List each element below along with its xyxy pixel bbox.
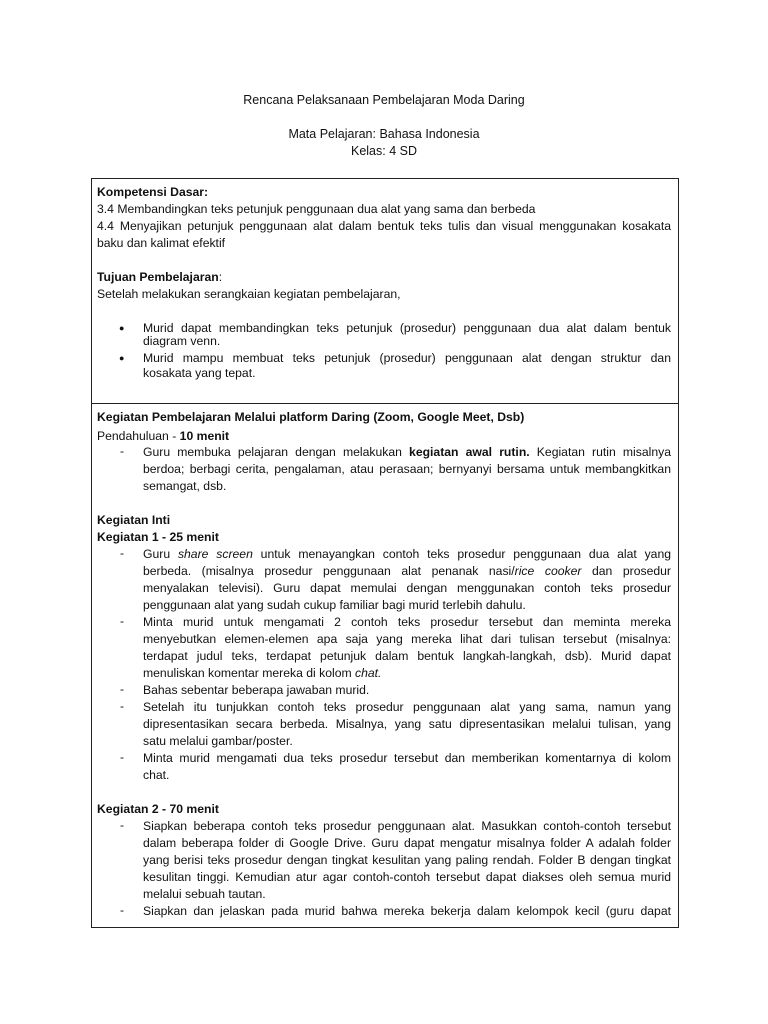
dash-marker: - <box>120 818 124 832</box>
k2-a-line-1: Siapkan beberapa contoh teks prosedur penggunaan alat. Masukkan contoh-contoh tersebut <box>143 819 671 833</box>
dash-marker: - <box>120 444 124 458</box>
k1-d-line-2: dipresentasikan secara berbeda. Misalnya, yang satu dipresentasikan melalui tulisan, yang <box>143 717 671 731</box>
k2-a-line-5: melalui sebuah tautan. <box>143 887 266 901</box>
tujuan-bullet-2-line-1: Murid mampu membuat teks petunjuk (prosedur) penggunaan alat dengan struktur dan <box>143 351 671 365</box>
text-segment: Guru membuka pelajaran dengan melakukan <box>143 445 410 459</box>
tujuan-bullet-1-line-2: diagram venn. <box>143 334 221 348</box>
k1-e-line-1: Minta murid mengamati dua teks prosedur tersebut dan memberikan komentarnya di kolom <box>143 751 671 765</box>
dash-marker: - <box>120 546 124 560</box>
k1-b-line-3: terdapat judul teks, terdapat petunjuk dalam bentuk langkah-langkah, dsb). Murid dapat <box>143 649 671 663</box>
bullet-icon: ● <box>119 323 125 333</box>
subject-line: Mata Pelajaran: Bahasa Indonesia <box>288 127 480 141</box>
text-segment: Guru <box>143 547 178 561</box>
kd-line-1: 3.4 Membandingkan teks petunjuk penggunaan dua alat yang sama dan berbeda <box>97 202 536 216</box>
text-italic-segment: rice cooker <box>514 564 582 578</box>
text-italic-segment: chat. <box>355 666 382 680</box>
document-title: Rencana Pelaksanaan Pembelajaran Moda Daring <box>243 93 525 107</box>
text-segment: Kegiatan rutin misalnya <box>529 445 671 459</box>
text-segment: berbeda. (misalnya prosedur penggunaan alat penanak nasi/ <box>143 564 515 578</box>
k1-d-line-1: Setelah itu tunjukkan contoh teks prosedur penggunaan alat yang sama, namun yang <box>143 700 671 714</box>
dash-marker: - <box>120 699 124 713</box>
k1-a-line-2 <box>143 563 671 580</box>
kd-line-2: 4.4 Menyajikan petunjuk penggunaan alat dalam bentuk teks tulis dan visual menggunakan kosakata <box>97 219 671 233</box>
k1-b-line-4 <box>143 665 381 682</box>
k1-a-line-1 <box>143 546 671 563</box>
activities-heading: Kegiatan Pembelajaran Melalui platform Daring (Zoom, Google Meet, Dsb) <box>97 410 525 424</box>
grade-line: Kelas: 4 SD <box>350 144 417 158</box>
k1-e-line-2: chat. <box>143 768 170 782</box>
tujuan-heading-row <box>97 269 222 286</box>
tujuan-bullet-1-line-1: Murid dapat membandingkan teks petunjuk (prosedur) penggunaan dua alat dalam bentuk <box>143 321 671 335</box>
k1-a-line-4: penggunaan alat yang sudah cukup familiar bagi murid terlebih dahulu. <box>143 598 526 612</box>
pendahuluan-time: 10 menit <box>179 429 230 443</box>
tujuan-bullet-2-line-2: kosakata yang tepat. <box>143 366 256 380</box>
k1-b-line-2: menyebutkan elemen-elemen apa saja yang mereka lihat dari tulisan tersebut (misalnya: <box>143 632 671 646</box>
kegiatan-1-heading: Kegiatan 1 - 25 menit <box>97 530 219 544</box>
tujuan-heading: Tujuan Pembelajaran <box>97 270 219 284</box>
pendahuluan-label: Pendahuluan - <box>97 429 180 443</box>
k1-a-line-3: menyalakan televisi). Guru dapat memulai dengan menggunakan contoh teks prosedur <box>143 581 671 595</box>
k2-a-line-4: kesulitan tinggi. Kemudian atur agar contoh-contoh tersebut dapat diakses oleh semua murid <box>143 870 671 884</box>
kegiatan-2-heading: Kegiatan 2 - 70 menit <box>97 802 219 816</box>
dash-marker: - <box>120 614 124 628</box>
k2-b-line-1: Siapkan dan jelaskan pada murid bahwa mereka bekerja dalam kelompok kecil (guru dapat <box>143 904 671 918</box>
k2-a-line-3: yang berisi teks prosedur dengan tingkat kesulitan yang paling rendah. Folder B dengan tingkat <box>143 853 671 867</box>
tujuan-colon: : <box>218 270 223 284</box>
pendahuluan-line-1 <box>143 444 671 461</box>
dash-marker: - <box>120 750 124 764</box>
text-segment: dan prosedur <box>581 564 671 578</box>
text-italic-segment: share screen <box>177 547 253 561</box>
kd-line-3: baku dan kalimat efektif <box>97 236 226 250</box>
pendahuluan-line-3: semangat, dsb. <box>143 479 227 493</box>
text-segment: menuliskan komentar mereka di kolom <box>143 666 356 680</box>
tujuan-intro: Setelah melakukan serangkaian kegiatan pembelajaran, <box>97 287 401 301</box>
k1-c-line-1: Bahas sebentar beberapa jawaban murid. <box>143 683 370 697</box>
k1-d-line-3: satu melalui gambar/poster. <box>143 734 293 748</box>
kd-heading: Kompetensi Dasar: <box>97 185 209 199</box>
inti-heading: Kegiatan Inti <box>97 513 171 527</box>
pendahuluan-row <box>97 428 229 445</box>
dash-marker: - <box>120 682 124 696</box>
k2-a-line-2: dalam beberapa folder di Google Drive. Guru dapat mengatur misalnya folder A adalah folder <box>143 836 671 850</box>
bullet-icon: ● <box>119 353 125 363</box>
k1-b-line-1: Minta murid untuk mengamati 2 contoh teks prosedur tersebut dan meminta mereka <box>143 615 671 629</box>
pendahuluan-line-2: berdoa; berbagi cerita, pengalaman, atau perasaan; bernyanyi bersama untuk membangkitkan <box>143 462 671 476</box>
text-bold-segment: kegiatan awal rutin. <box>409 445 530 459</box>
text-segment: untuk menayangkan contoh teks prosedur penggunaan dua alat yang <box>252 547 672 561</box>
dash-marker: - <box>120 903 124 917</box>
